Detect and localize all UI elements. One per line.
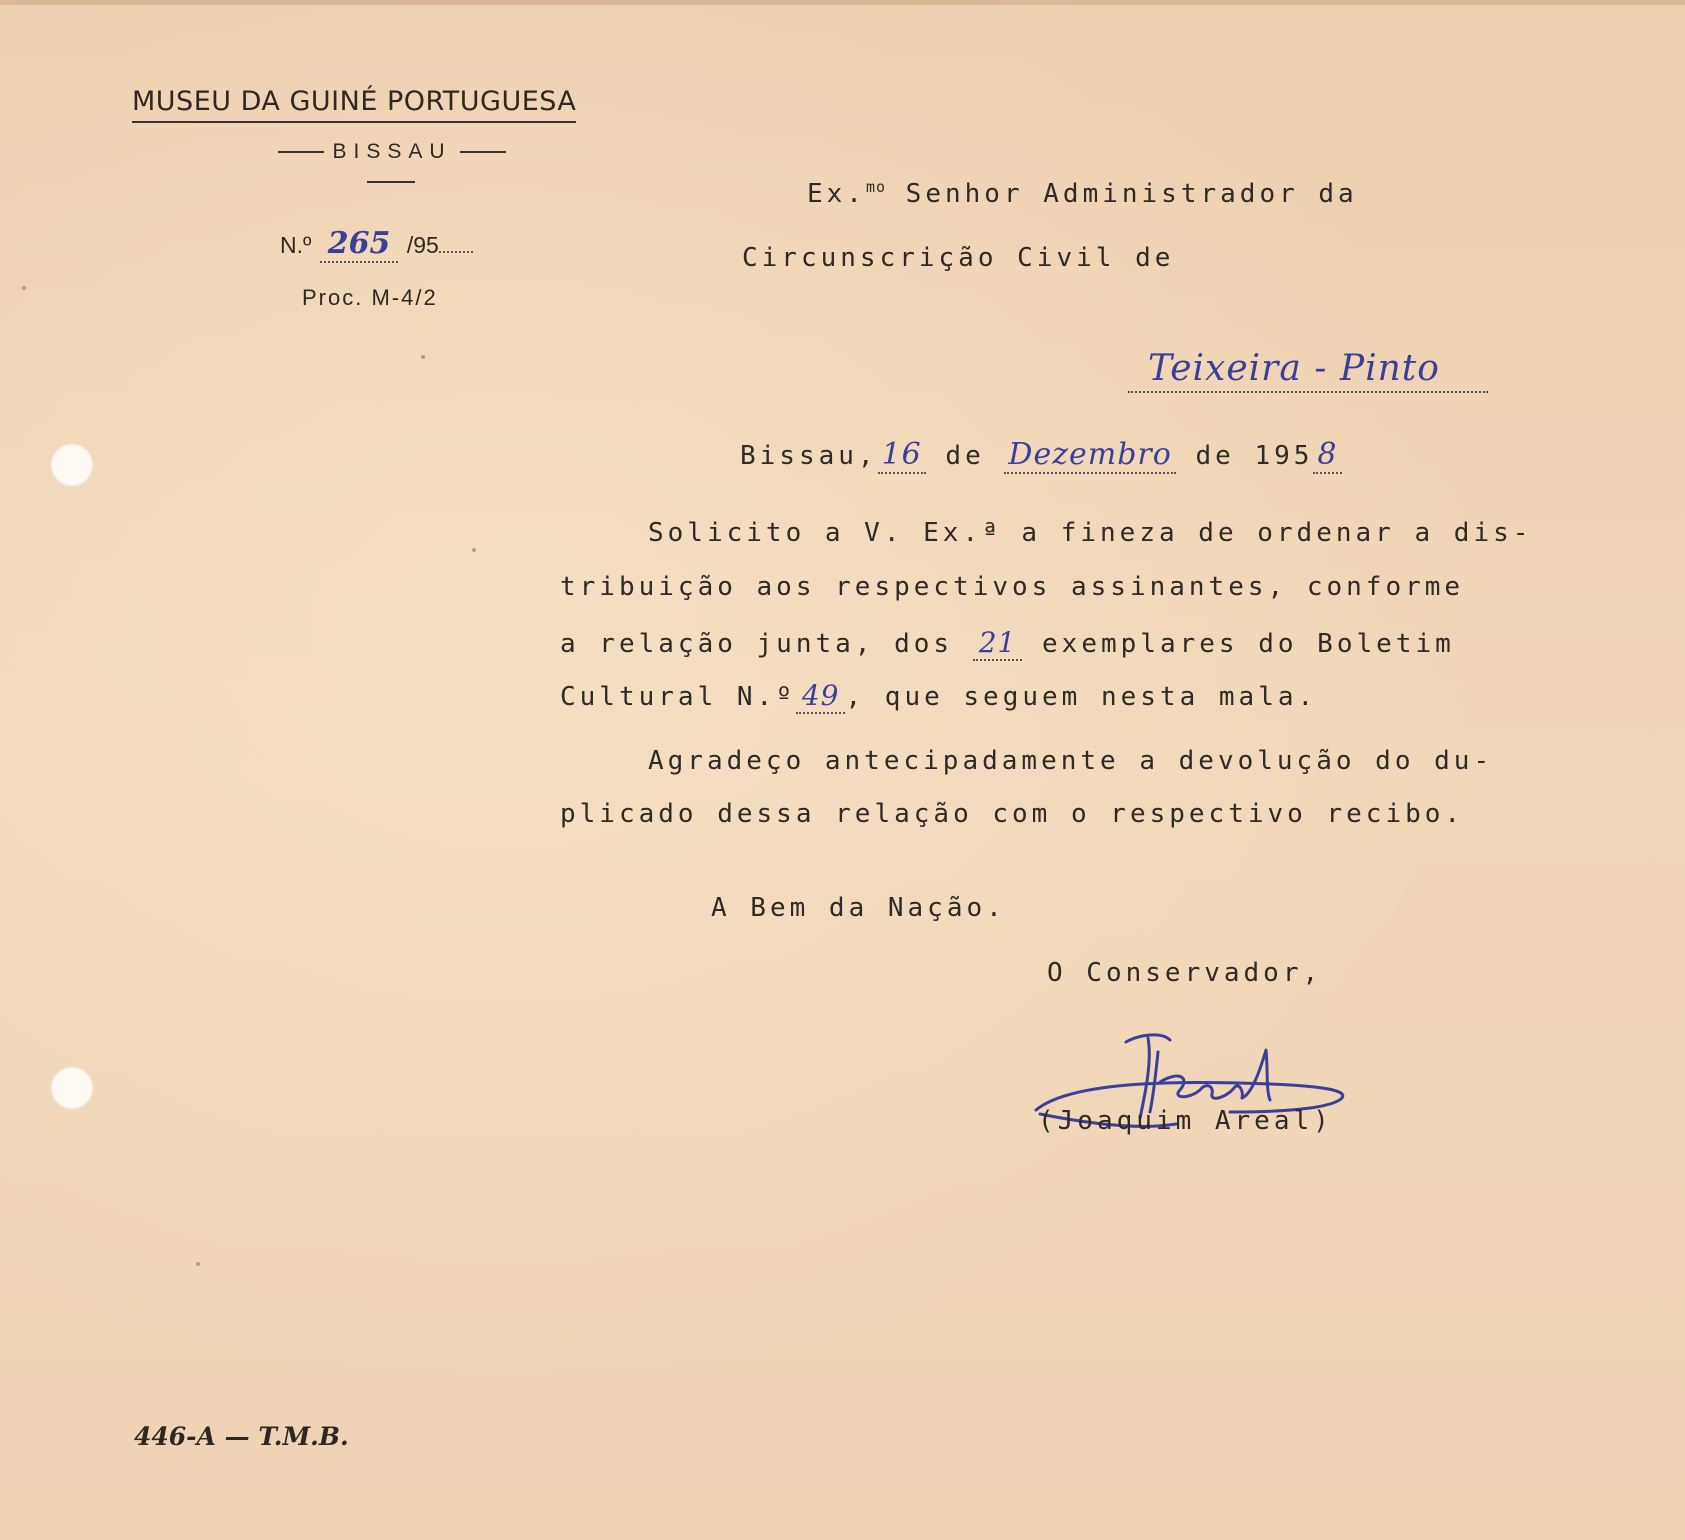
body-text: , que seguem nesta mala.: [845, 682, 1318, 712]
recipient-line-1: [807, 178, 1358, 209]
paper-speck: [196, 1262, 200, 1266]
letterhead-city: [132, 140, 652, 164]
body-line: [560, 626, 1455, 661]
page-top-edge: [0, 0, 1685, 5]
date-de: de: [1175, 441, 1255, 471]
date-day: 16: [878, 437, 926, 474]
recipient-title-superscript: mo: [865, 178, 887, 196]
reference-number: [280, 226, 473, 263]
signatory-role: O Conservador,: [1047, 958, 1323, 988]
date-line: [740, 437, 1342, 474]
city-name: BISSAU: [332, 140, 452, 163]
closing-salutation: A Bem da Nação.: [711, 893, 1006, 923]
paper-speck: [421, 355, 425, 359]
letterhead: [132, 86, 652, 163]
reference-suffix: /95: [406, 232, 439, 258]
recipient-title: Ex.: [807, 179, 866, 209]
recipient-location: [1128, 348, 1488, 393]
recipient-role: Senhor Administrador da: [886, 179, 1358, 209]
reference-handwritten: 265: [320, 226, 399, 263]
date-year-handwritten: 8: [1313, 437, 1341, 474]
body-line: plicado dessa relação com o respectivo recibo.: [560, 799, 1465, 829]
body-text: Cultural N.º: [560, 682, 796, 712]
institution-name: MUSEU DA GUINÉ PORTUGUESA: [132, 86, 576, 123]
punch-hole-bottom: [50, 1066, 94, 1110]
body-line: tribuição aos respectivos assinantes, conforme: [560, 572, 1465, 602]
date-month: Dezembro: [1004, 437, 1175, 474]
body-text: a relação junta, dos: [560, 629, 973, 659]
copies-count: 21: [973, 626, 1023, 661]
process-reference: Proc. M-4/2: [302, 285, 438, 310]
paper-speck: [22, 286, 26, 290]
bulletin-issue-number: 49: [796, 679, 846, 714]
recipient-location-handwritten: Teixeira - Pinto: [1128, 348, 1488, 393]
body-line: Solicito a V. Ex.ª a fineza de ordenar a dis-: [648, 518, 1533, 548]
date-year-printed: 195: [1254, 441, 1314, 471]
reference-prefix: N.º: [280, 232, 312, 258]
date-city: Bissau,: [740, 441, 878, 471]
body-text: exemplares do Boletim: [1022, 629, 1455, 659]
paper-speck: [472, 548, 476, 552]
body-line: [560, 679, 1317, 714]
letterhead-rule: [367, 181, 415, 183]
signatory-name: (Joaquim Areal): [1038, 1106, 1333, 1136]
body-line: Agradeço antecipadamente a devolução do du-: [648, 746, 1494, 776]
punch-hole-top: [50, 443, 94, 487]
recipient-line-2: Circunscrição Civil de: [742, 243, 1175, 273]
date-de: de: [925, 441, 1005, 471]
printer-mark: 446-A — T.M.B.: [134, 1422, 349, 1451]
